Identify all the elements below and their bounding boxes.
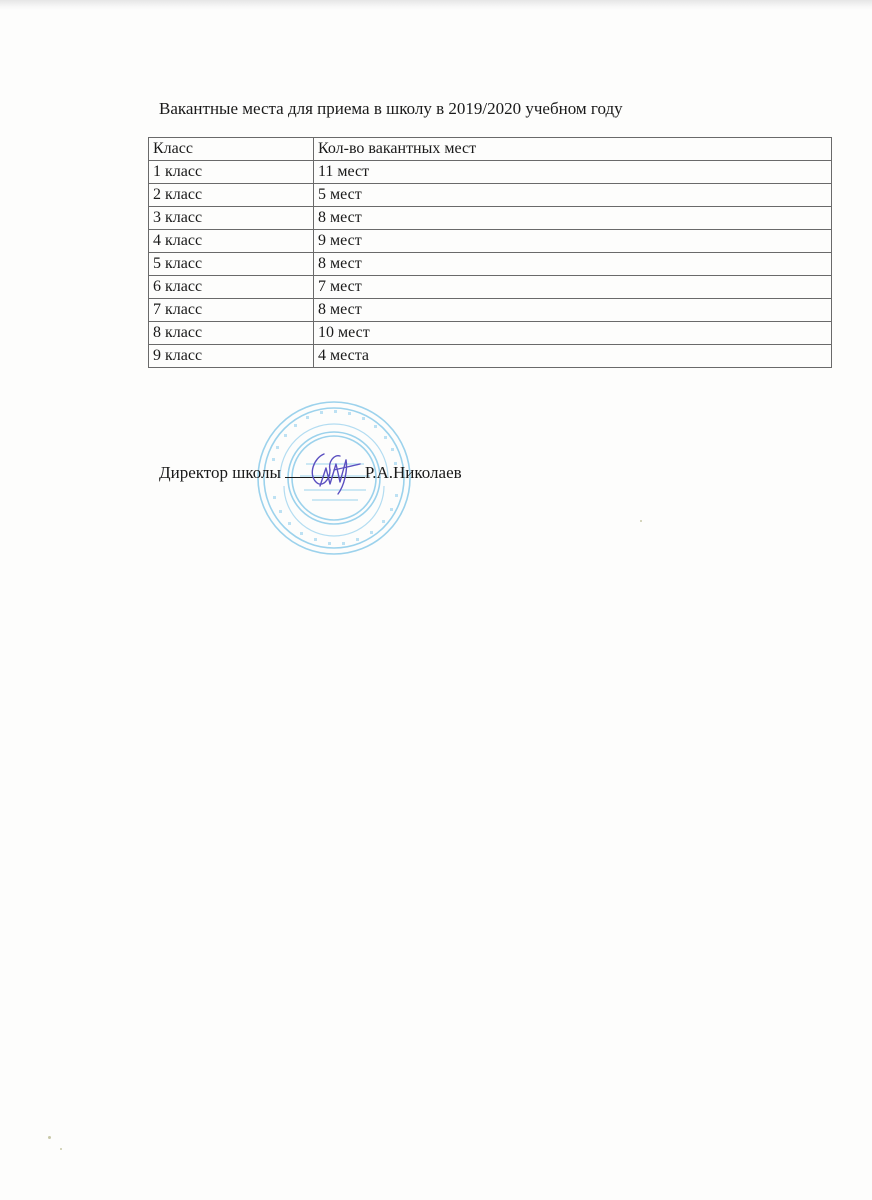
- class-cell: 6 класс: [149, 276, 314, 299]
- table-row: [149, 299, 832, 322]
- class-cell: 9 класс: [149, 345, 314, 368]
- table-row: [149, 276, 832, 299]
- vacancies-cell: 8 мест: [314, 253, 832, 276]
- scan-speck: [48, 1136, 51, 1139]
- header-vacancies: Кол-во вакантных мест: [314, 138, 832, 161]
- class-cell: 8 класс: [149, 322, 314, 345]
- table-row: [149, 230, 832, 253]
- document-title: Вакантные места для приема в школу в 2019/2020 учебном году: [159, 99, 623, 118]
- scan-speck: [640, 520, 642, 522]
- table-row: [149, 184, 832, 207]
- table-row: [149, 207, 832, 230]
- class-cell: 1 класс: [149, 161, 314, 184]
- vacancies-cell: 4 места: [314, 345, 832, 368]
- vacancies-cell: 10 мест: [314, 322, 832, 345]
- vacancies-cell: 9 мест: [314, 230, 832, 253]
- table-row: [149, 322, 832, 345]
- class-cell: 7 класс: [149, 299, 314, 322]
- header-class: Класс: [149, 138, 314, 161]
- table-row: [149, 161, 832, 184]
- vacancies-cell: 11 мест: [314, 161, 832, 184]
- signatory-role: Директор школы: [159, 463, 281, 482]
- handwritten-signature-icon: [300, 440, 380, 500]
- vacancies-cell: 8 мест: [314, 207, 832, 230]
- table-row: [149, 345, 832, 368]
- scan-speck: [60, 1148, 62, 1150]
- vacancies-cell: 7 мест: [314, 276, 832, 299]
- scan-top-edge: [0, 0, 872, 10]
- table-header-row: [149, 138, 832, 161]
- vacancies-cell: 8 мест: [314, 299, 832, 322]
- class-cell: 4 класс: [149, 230, 314, 253]
- vacancies-table: [148, 137, 832, 368]
- signatory-name: Р.А.Николаев: [364, 463, 462, 482]
- table-row: [149, 253, 832, 276]
- class-cell: 3 класс: [149, 207, 314, 230]
- class-cell: 2 класс: [149, 184, 314, 207]
- vacancies-cell: 5 мест: [314, 184, 832, 207]
- class-cell: 5 класс: [149, 253, 314, 276]
